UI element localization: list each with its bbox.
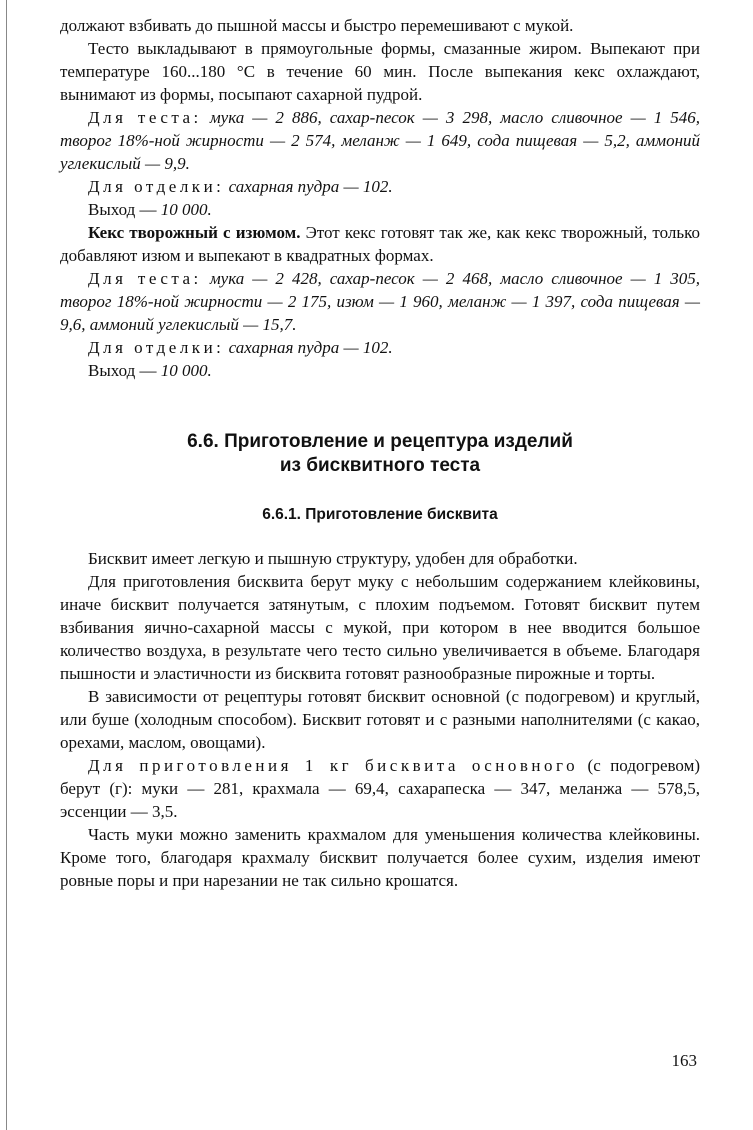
paragraph-sponge-method: Для приготовления бисквита берут муку с небольшим содержанием клейковины, иначе бисквит получается затянутым, с плохим подъемом. Готовят бисквит путем взбивания яично-сахарной массы с мукой, при котором в нее вводится большое количество воздуха, в результате чего тесто сильно увеличивается в объеме. Благодаря пышности и эластичности из бисквита готовят разнообразные пирожные и торты. xyxy=(60,572,700,683)
yield-label: Выход — xyxy=(88,200,157,219)
recipe-label: Для теста: xyxy=(88,108,202,127)
recipe-label: Для приготовления 1 кг бисквита основного xyxy=(88,756,579,775)
recipe-ingredients: (с подогревом) берут (г): муки — 281, крахмала — 69,4, сахарапеска — 347, меланжа — 578,5, эссенции — 3,5. xyxy=(60,756,700,821)
text-column xyxy=(60,14,700,892)
recipe-finish-2 xyxy=(60,336,700,359)
paragraph-starch: Часть муки можно заменить крахмалом для уменьшения количества клейковины. Кроме того, благодаря крахмалу бисквит получается более сухим, изделия имеют ровные поры и при нарезании не так сильно крошатся. xyxy=(60,825,700,890)
section-title-line-1: 6.6. Приготовление и рецептура изделий xyxy=(187,431,573,452)
yield-value: 10 000. xyxy=(160,361,212,380)
paragraph-sponge-recipe xyxy=(60,754,700,823)
yield-2 xyxy=(60,359,700,382)
section-title-line-2: из бисквитного теста xyxy=(279,455,481,476)
subsection-title: 6.6.1. Приготовление бисквита xyxy=(262,506,498,523)
paragraph-raisin-cake xyxy=(60,221,700,267)
recipe-ingredients: сахарная пудра — 102. xyxy=(228,177,393,196)
recipe-finish-1 xyxy=(60,175,700,198)
recipe-ingredients: мука — 2 428, сахар-песок — 2 468, масло сливочное — 1 305, творог 18%-ной жирности — 2 175, изюм — 1 960, меланж — 1 397, сода пищевая — 9,6, аммоний углекислый — 15,7. xyxy=(60,269,701,334)
recipe-label: Для отделки: xyxy=(88,338,225,357)
yield-1 xyxy=(60,198,700,221)
paragraph-sponge-types: В зависимости от рецептуры готовят бисквит основной (с подогревом) и круглый, или буше (холодным способом). Бисквит готовят и с разными наполнителями (с какао, орехами, маслом, овощами). xyxy=(60,687,700,752)
recipe-ingredients: сахарная пудра — 102. xyxy=(228,338,393,357)
recipe-heading: Кекс творожный с изюмом. xyxy=(88,223,301,242)
recipe-label: Для отделки: xyxy=(88,177,225,196)
recipe-dough-1 xyxy=(60,106,700,175)
yield-label: Выход — xyxy=(88,361,157,380)
paragraph-baking: Тесто выкладывают в прямоугольные формы, смазанные жиром. Выпекают при температуре 160...180 °С в течение 60 мин. После выпекания кекс охлаждают, вынимают из формы, посыпают сахарной пудрой. xyxy=(60,39,700,104)
page-number: 163 xyxy=(671,1051,697,1070)
section-title xyxy=(60,430,700,478)
yield-value: 10 000. xyxy=(160,200,212,219)
paragraph-sponge-intro: Бисквит имеет легкую и пышную структуру, удобен для обработки. xyxy=(88,549,578,568)
recipe-ingredients: мука — 2 886, сахар-песок — 3 298, масло сливочное — 1 546, творог 18%-ной жирности — 2 574, меланж — 1 649, сода пищевая — 5,2, аммоний углекислый — 9,9. xyxy=(60,108,701,173)
page-edge-line xyxy=(6,0,7,1130)
paragraph-continuation: должают взбивать до пышной массы и быстро перемешивают с мукой. xyxy=(60,16,574,35)
recipe-label: Для теста: xyxy=(88,269,202,288)
recipe-description: Этот кекс готовят так же, как кекс творожный, только добавляют изюм и выпекают в квадратных формах. xyxy=(60,223,701,265)
recipe-dough-2 xyxy=(60,267,700,336)
